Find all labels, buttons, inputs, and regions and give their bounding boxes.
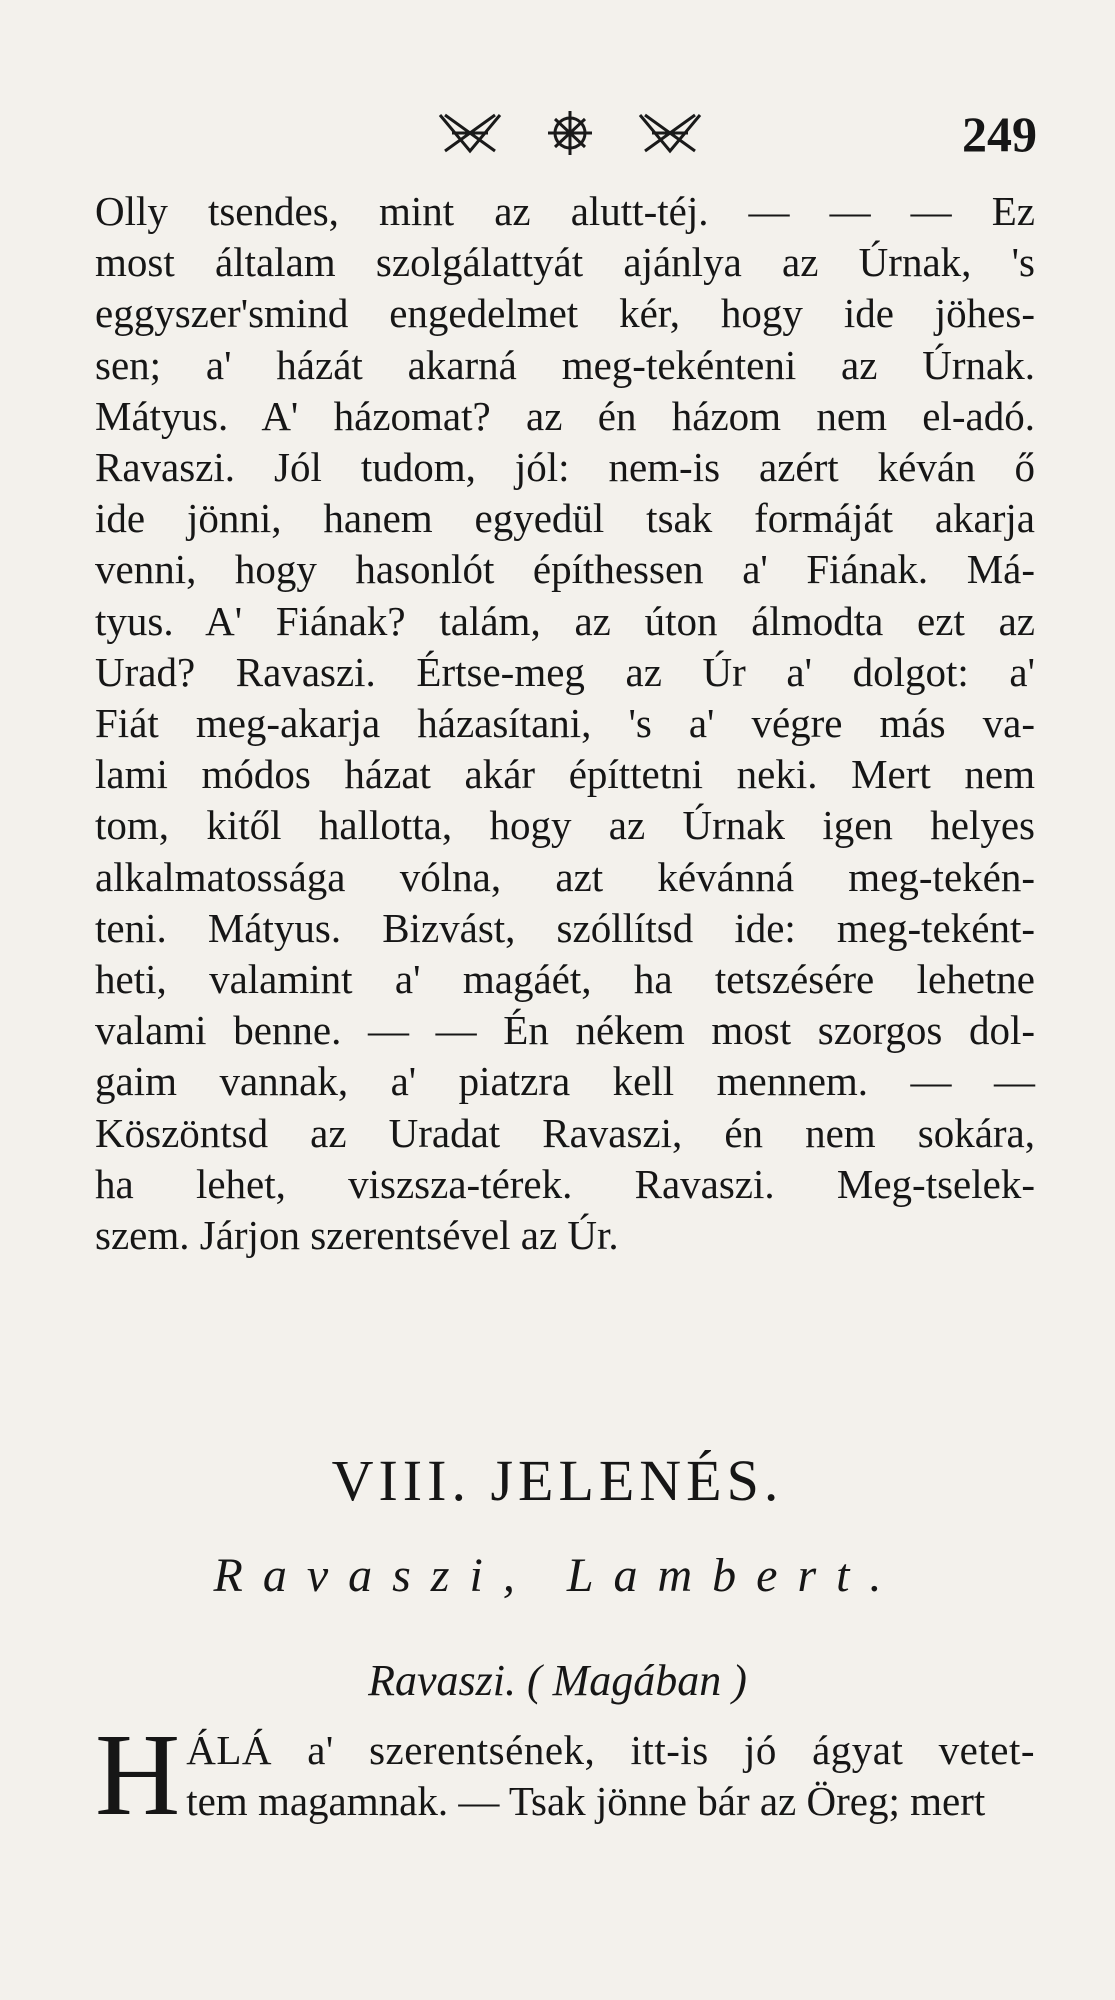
text-line: ÁLÁ a' szerentsének, itt-is jó ágyat vetet-	[186, 1727, 1035, 1773]
text-line: ide jönni, hanem egyedül tsak formáját akarja	[95, 495, 1035, 542]
body-paragraph	[95, 186, 1035, 1261]
drop-cap: H	[95, 1709, 181, 1840]
text-line: sen; a' házát akarná meg-tekénteni az Úrnak.	[95, 341, 1035, 388]
text-line: Köszöntsd az Uradat Ravaszi, én nem sokára,	[95, 1109, 1035, 1156]
text-line: Urad? Ravaszi. Értse-meg az Úr a' dolgot: a'	[95, 648, 1035, 695]
text-line: most általam szolgálattyát ajánlya az Úrnak, 's	[95, 239, 1035, 286]
text-line: lami módos házat akár építtetni neki. Mert nem	[95, 751, 1035, 798]
speaker-direction: Ravaszi. ( Magában )	[368, 1656, 747, 1705]
text-line: ha lehet, viszsza-térek. Ravaszi. Meg-tselek-	[95, 1160, 1035, 1207]
text-line: heti, valamint a' magáét, ha tetszésére lehetne	[95, 956, 1035, 1003]
ornament-icon	[430, 103, 710, 163]
text-line: Ravaszi. Jól tudom, jól: nem-is azért kéván ő	[95, 444, 1035, 491]
page-header	[0, 95, 1115, 175]
text-line: venni, hogy hasonlót építhessen a' Fiának. Má-	[95, 546, 1035, 593]
body-paragraph	[95, 1709, 1035, 1840]
text-line: alkalmatossága vólna, azt kévánná meg-tekén-	[95, 853, 1035, 900]
text-line: Olly tsendes, mint az alutt-téj. — — — Ez	[95, 188, 1035, 234]
page-number: 249	[962, 106, 1037, 162]
text-line: tom, kitől hallotta, hogy az Úrnak igen helyes	[95, 802, 1035, 849]
text-line: tyus. A' Fiának? talám, az úton álmodta ezt az	[95, 597, 1035, 644]
text-line: tem magamnak. — Tsak jönne bár az Öreg; mert	[186, 1778, 986, 1825]
cast-list: Ravaszi, Lambert.	[213, 1549, 902, 1602]
text-line: valami benne. — — Én nékem most szorgos dol-	[95, 1007, 1035, 1054]
text-line: teni. Mátyus. Bizvást, szóllítsd ide: meg-teként-	[95, 904, 1035, 951]
text-line: Mátyus. A' házomat? az én házom nem el-adó.	[95, 392, 1035, 439]
text-line: szem. Járjon szerentsével az Úr.	[95, 1212, 619, 1259]
text-line: eggyszer'smind engedelmet kér, hogy ide jöhes-	[95, 290, 1035, 337]
text-line: gaim vannak, a' piatzra kell mennem. — —	[95, 1058, 1035, 1105]
scene-title: VIII. JELENÉS.	[331, 1448, 784, 1513]
text-line: Fiát meg-akarja házasítani, 's a' végre más va-	[95, 700, 1035, 747]
